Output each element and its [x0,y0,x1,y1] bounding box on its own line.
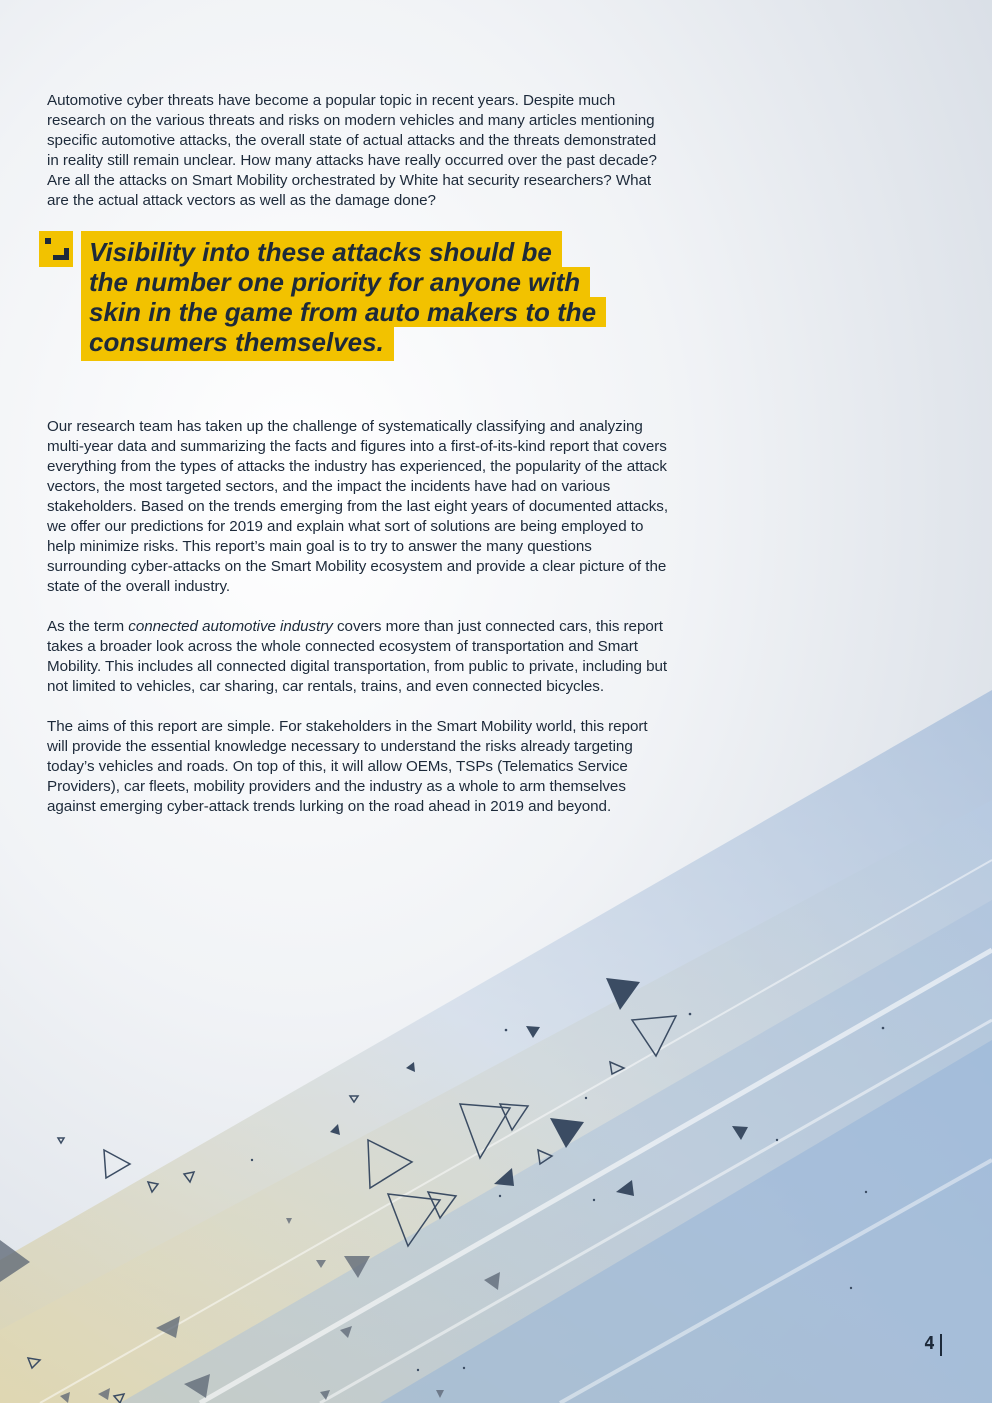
scope-emphasis: connected automotive industry [128,618,333,635]
research-paragraph: Our research team has taken up the challenge of systematically classifying and analyzing multi-year data and summarizing the facts and figures into a first-of-its-kind report that covers everything from the types of attacks the industry has experienced, the popularity of the attack vectors, the most targeted sectors, and the impact the incidents have had on various stakeholders. Based on the trends emerging from the last eight years of documented attacks, we offer our predictions for 2019 and explain what sort of solutions are being employed to help minimize risks. This report’s main goal is to try to answer the many questions surrounding cyber-attacks on the Smart Mobility ecosystem and provide a clear picture of the state of the overall industry. [47,418,669,595]
page-number-divider [940,1334,942,1356]
aims-paragraph: The aims of this report are simple. For stakeholders in the Smart Mobility world, this report will provide the essential knowledge necessary to understand the risks already targeting today’s vehicles and roads. On top of this, it will allow OEMs, TSPs (Telematics Service Providers), car fleets, mobility providers and the industry as a whole to arm themselves against emerging cyber-attack trends lurking on the road ahead in 2019 and beyond. [47,718,648,815]
pull-quote-line: the number one priority for anyone with [81,267,590,297]
pull-quote-line: Visibility into these attacks should be [81,231,562,267]
page-number: 4 [924,1333,935,1354]
scope-suffix: covers more than just connected cars, this report takes a broader look across the whole connected ecosystem of transportation and Smart Mobility. This includes all connected digital transportation, from public to private, including but not limited to vehicles, car sharing, car rentals, trains, and even connected bicycles. [47,618,668,695]
pull-quote [39,231,639,379]
pull-quote-text [81,231,606,361]
intro-paragraph: Automotive cyber threats have become a popular topic in recent years. Despite much research on the various threats and risks on modern vehicles and many articles mentioning specific automotive attacks, the overall state of actual attacks and the threats demonstrated in reality still remain unclear. How many attacks have really occurred over the past decade? Are all the attacks on Smart Mobility orchestrated by White hat security researchers? What are the actual attack vectors as well as the damage done? [47,92,657,209]
pull-quote-line: consumers themselves. [81,327,394,361]
pull-quote-line: skin in the game from auto makers to the [81,297,606,327]
scope-paragraph [47,617,669,697]
quote-corner-icon [39,231,73,267]
scope-prefix: As the term [47,618,129,635]
article-body [47,91,669,837]
